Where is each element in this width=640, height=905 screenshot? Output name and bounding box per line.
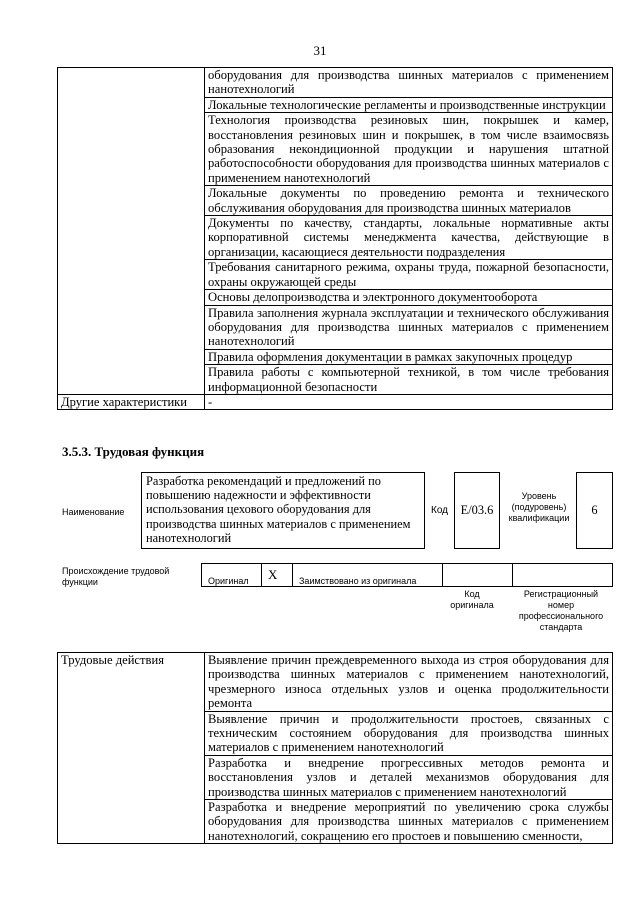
table-row xyxy=(58,394,613,409)
code-label: Код xyxy=(431,505,449,516)
code-original-caption: Код оригинала xyxy=(450,589,494,610)
table-cell-text: Правила оформления документации в рамках закупочных процедур xyxy=(205,349,613,364)
borrowed-label: Заимствовано из оригинала xyxy=(299,575,417,586)
table-cell-text: Разработка и внедрение мероприятий по увеличению срока службы оборудования для производства шинных материалов с применением нанотехнологий, сокращению его простоев и повышению сменности, xyxy=(205,800,613,844)
divider xyxy=(512,564,513,586)
table-cell-text: Документы по качеству, стандарты, локальные нормативные акты корпоративной системы менеджмента качества, действующие в организации, касающиеся деятельности подразделения xyxy=(205,216,613,260)
table-cell-text: Требования санитарного режима, охраны труда, пожарной безопасности, охраны окружающей среды xyxy=(205,260,613,290)
name-label: Наименование xyxy=(62,507,125,517)
table-cell-text: Технология производства резиновых шин, покрышек и камер, восстановления резиновых шин и покрышек, в том числе взаимосвязь образования некондиционной продукции и нарушения штатной работоспособности оборудования для производства шинных материалов с применением нанотехнологий xyxy=(205,113,613,186)
divider xyxy=(292,564,293,586)
table-cell-text: Правила заполнения журнала эксплуатации и технического обслуживания оборудования для производства шинных материалов с применением нанотехнологий xyxy=(205,305,613,349)
original-label: Оригинал xyxy=(208,575,249,586)
actions-table xyxy=(57,652,613,844)
table-cell-text: оборудования для производства шинных материалов с применением нанотехнологий xyxy=(205,68,613,98)
origin-label: Происхождение трудовой функции xyxy=(62,566,170,587)
section-title: 3.5.3. Трудовая функция xyxy=(62,444,205,459)
table-cell-text: Разработка и внедрение прогрессивных методов ремонта и восстановления узлов и деталей механизмов оборудования для производства шинных материалов с применением нанотехнологий xyxy=(205,755,613,799)
divider xyxy=(442,564,443,586)
registration-caption: Регистрационный номер профессионального стандарта xyxy=(518,589,604,632)
table-row xyxy=(58,653,613,712)
function-code-box: E/03.6 xyxy=(454,472,500,549)
level-box: 6 xyxy=(576,472,613,549)
divider xyxy=(261,564,262,586)
page-number: 31 xyxy=(313,43,327,58)
table-cell-text: Локальные технологические регламенты и производственные инструкции xyxy=(205,97,613,112)
table-cell-label: Трудовые действия xyxy=(58,653,205,844)
table-cell-text: Выявление причин преждевременного выхода из строя оборудования для производства шинных материалов с применением нанотехнологий, чрезмерного износа отдельных узлов и оценка продолжительности ремонта xyxy=(205,653,613,712)
table-cell-text: Правила работы с компьютерной техникой, в том числе требования информационной безопасности xyxy=(205,365,613,395)
knowledge-table xyxy=(57,67,613,410)
table-cell-label xyxy=(58,68,205,395)
table-cell-text: Основы делопроизводства и электронного документооборота xyxy=(205,290,613,305)
table-cell-text: - xyxy=(205,394,613,409)
origin-row xyxy=(201,563,613,587)
table-cell-text: Выявление причин и продолжительности простоев, связанных с техническим состоянием оборудования для производства шинных материалов с применением нанотехнологий xyxy=(205,711,613,755)
original-mark: X xyxy=(268,567,278,582)
table-cell-label: Другие характеристики xyxy=(58,394,205,409)
level-label: Уровень (подуровень) квалификации xyxy=(508,491,570,523)
table-cell-text: Локальные документы по проведению ремонта и технического обслуживания оборудования для производства шинных материалов xyxy=(205,186,613,216)
table-row xyxy=(58,68,613,98)
function-name-box: Разработка рекомендаций и предложений по повышению надежности и эффективности использования цехового оборудования для производства шинных материалов с применением нанотехнологий xyxy=(141,472,425,549)
